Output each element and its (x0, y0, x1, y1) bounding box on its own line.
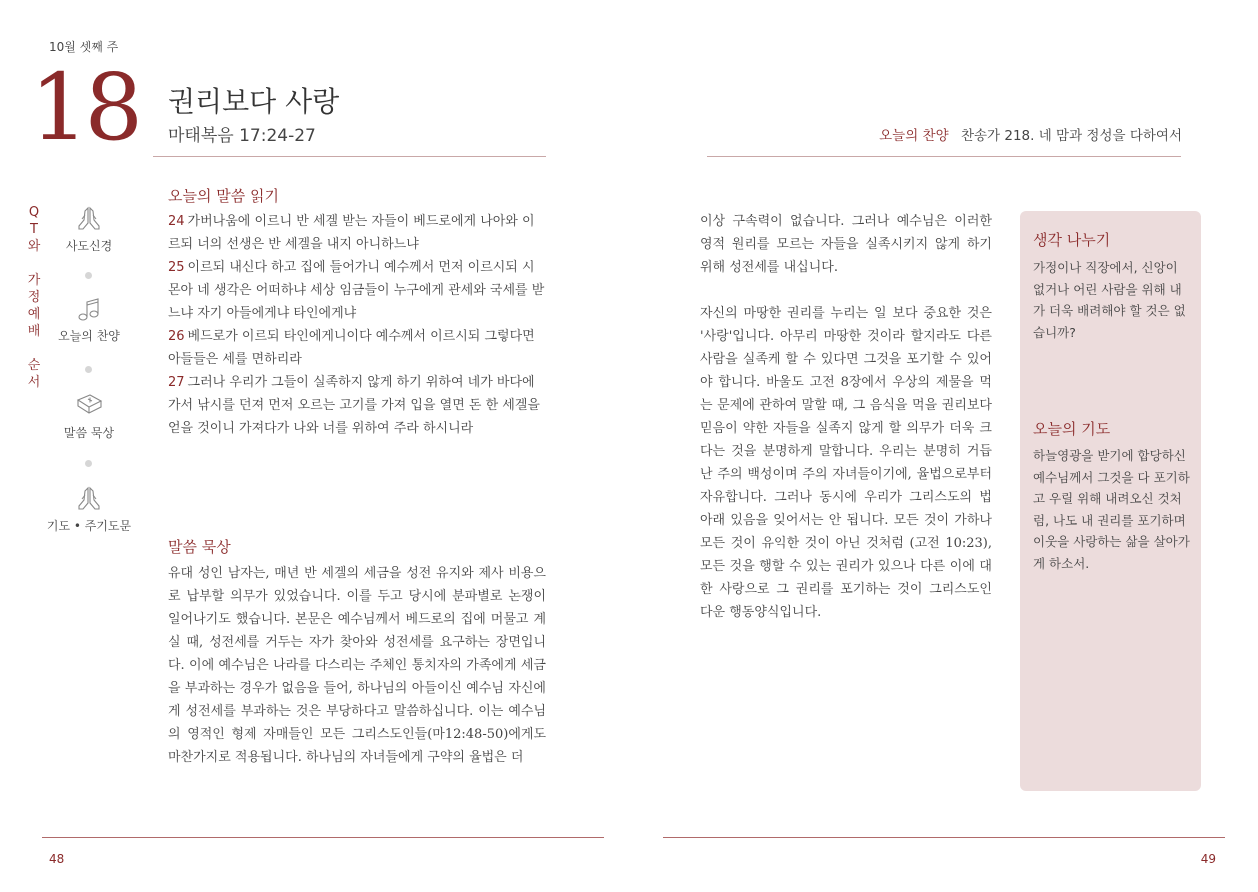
paragraph: 자신의 마땅한 권리를 누리는 일 보다 중요한 것은 '사랑'입니다. 아무리 마땅한 것이라 할지라도 다른 사람을 실족케 할 수 있다면 그것을 포기할 수 있어야 합니다. 바울도 고전 8장에서 우상의 제물을 먹는 문제에 관하여 말할 때, 그 음식을 먹을 권리보다 믿음이 약한 자들을 실족지 않게 할 의무가 더욱 크다는 것을 분명하게 말합니다. 우리는 분명히 거듭난 주의 백성이며 주의 자녀들이기에, 율법으로부터 자유합니다. 그러나 동시에 우리가 그리스도의 법 아래 있음을 잊어서는 안 됩니다. 모든 것이 가하나 모든 것이 유익한 것이 아닌 것처럼 (고전 10:23), 모든 것을 행할 수 있는 권리가 있으나 다른 이에 대한 사랑으로 그 권리를 포기하는 것이 그리스도인 다운 행동양식입니다. (700, 306, 992, 620)
qt-char: Q (28, 205, 40, 220)
qt-gap (25, 340, 43, 357)
meditation-continued (700, 210, 992, 624)
step-dot (85, 366, 92, 373)
verse-number: 27 (168, 375, 185, 390)
qt-char: 예 (27, 307, 41, 322)
meditation-text: 유대 성인 남자는, 매년 반 세겔의 세금을 성전 유지와 제사 비용으로 납부할 의무가 있었습니다. 이를 두고 당시에 분파별로 논쟁이 일어나기도 했습니다. 본문은 예수님께서 베드로의 집에 머물고 계실 때, 성전세를 거두는 자가 찾아와 성전세를 요구하는 장면입니다. 이에 예수님은 나라를 다스리는 주체인 통치자의 가족에게 세금을 부과하는 경우가 없음을 들어, 하나님의 아들이신 예수님 자신에게 성전세를 부과하는 것은 부당하다고 말씀하십니다. 이는 예수님의 영적인 형제 자매들인 모든 그리스도인들(마12:48-50)에게도 마찬가지로 적용됩니다. 하나님의 자녀들에게 구약의 율법은 더 (168, 566, 546, 765)
qt-char: 순 (27, 358, 41, 373)
divider (707, 156, 1181, 157)
praying-hands-icon (76, 485, 102, 513)
hymn-line (879, 124, 1182, 144)
qt-step-label: 기도 • 주기도문 (46, 519, 132, 533)
qt-char: 서 (27, 375, 41, 390)
verse-number: 26 (168, 329, 185, 344)
qt-step-hymn (43, 297, 135, 344)
day-number: 18 (30, 54, 140, 161)
prayer-heading: 오늘의 기도 (1033, 420, 1111, 438)
music-note-icon (77, 297, 101, 323)
qt-char: 가 (27, 273, 41, 288)
step-dot (85, 460, 92, 467)
verse-text: 그러나 우리가 그들이 실족하지 않게 하기 위하여 네가 바다에 가서 낚시를 던져 먼저 오르는 고기를 가져 입을 열면 돈 한 세겔을 얻을 것이니 가져다가 나와 너를 위하여 주라 하시니라 (168, 375, 540, 436)
verse (168, 371, 546, 440)
qt-char: 배 (27, 324, 41, 339)
share-text: 가정이나 직장에서, 신앙이 없거나 어린 사람을 위해 내가 더욱 배려해야 할 것은 없습니까? (1033, 260, 1186, 340)
verse-number: 24 (168, 214, 185, 229)
week-label: 10월 셋째 주 (49, 40, 119, 54)
page-title: 권리보다 사랑 (168, 85, 340, 118)
footer-rule (42, 837, 604, 838)
page-number-left: 48 (49, 852, 65, 866)
meditation-heading: 말씀 묵상 (168, 538, 231, 556)
qt-char: T (30, 222, 38, 237)
qt-step-label: 말씀 묵상 (63, 426, 115, 440)
hymn-label: 오늘의 찬양 (879, 128, 949, 144)
verse-text: 이르되 내신다 하고 집에 들어가니 예수께서 먼저 이르시되 시몬아 네 생각은 어떠하냐 세상 임금들이 누구에게 관세와 국세를 받느냐 자기 아들에게냐 타인에게냐 (168, 260, 545, 321)
share-heading: 생각 나누기 (1033, 231, 1111, 249)
page-number-right: 49 (1200, 852, 1216, 866)
qt-step-label: 오늘의 찬양 (58, 329, 120, 343)
bible-book-icon (74, 392, 104, 420)
qt-char: 와 (27, 239, 41, 254)
prayer-text: 하늘영광을 받기에 합당하신 예수님께서 그것을 다 포기하고 우릴 위해 내려오신 것처럼, 나도 내 권리를 포기하며 이웃을 사랑하는 삶을 살아가게 하소서. (1033, 448, 1190, 571)
footer-rule (663, 837, 1225, 838)
verse (168, 325, 546, 371)
qt-gap (25, 255, 43, 272)
verse-list (168, 210, 546, 440)
hymn-text: 찬송가 218. 네 맘과 정성을 다하여서 (960, 128, 1182, 144)
praying-hands-icon (76, 205, 102, 233)
verse (168, 256, 546, 325)
qt-step-label: 사도신경 (65, 239, 113, 253)
qt-char: 정 (27, 290, 41, 305)
verse-text: 가버나움에 이르니 반 세겔 받는 자들이 베드로에게 나아와 이르되 너의 선생은 반 세겔을 내지 아니하느냐 (168, 214, 535, 252)
divider (153, 156, 546, 157)
verse-number: 25 (168, 260, 185, 275)
reading-heading: 오늘의 말씀 읽기 (168, 187, 279, 205)
verse (168, 210, 546, 256)
scripture-reference: 마태복음 17:24-27 (168, 126, 316, 146)
paragraph: 이상 구속력이 없습니다. 그러나 예수님은 이러한 영적 원리를 모르는 자들을 실족시키지 않게 하기 위해 성전세를 내십니다. (700, 214, 992, 275)
qt-order-vertical-title (25, 204, 43, 391)
step-dot (85, 272, 92, 279)
qt-step-meditation (43, 392, 135, 441)
qt-step-prayer (43, 485, 135, 534)
verse-text: 베드로가 이르되 타인에게니이다 예수께서 이르시되 그렇다면 아들들은 세를 면하리라 (168, 329, 535, 367)
reflection-box (1020, 211, 1201, 791)
qt-step-creed (43, 205, 135, 254)
